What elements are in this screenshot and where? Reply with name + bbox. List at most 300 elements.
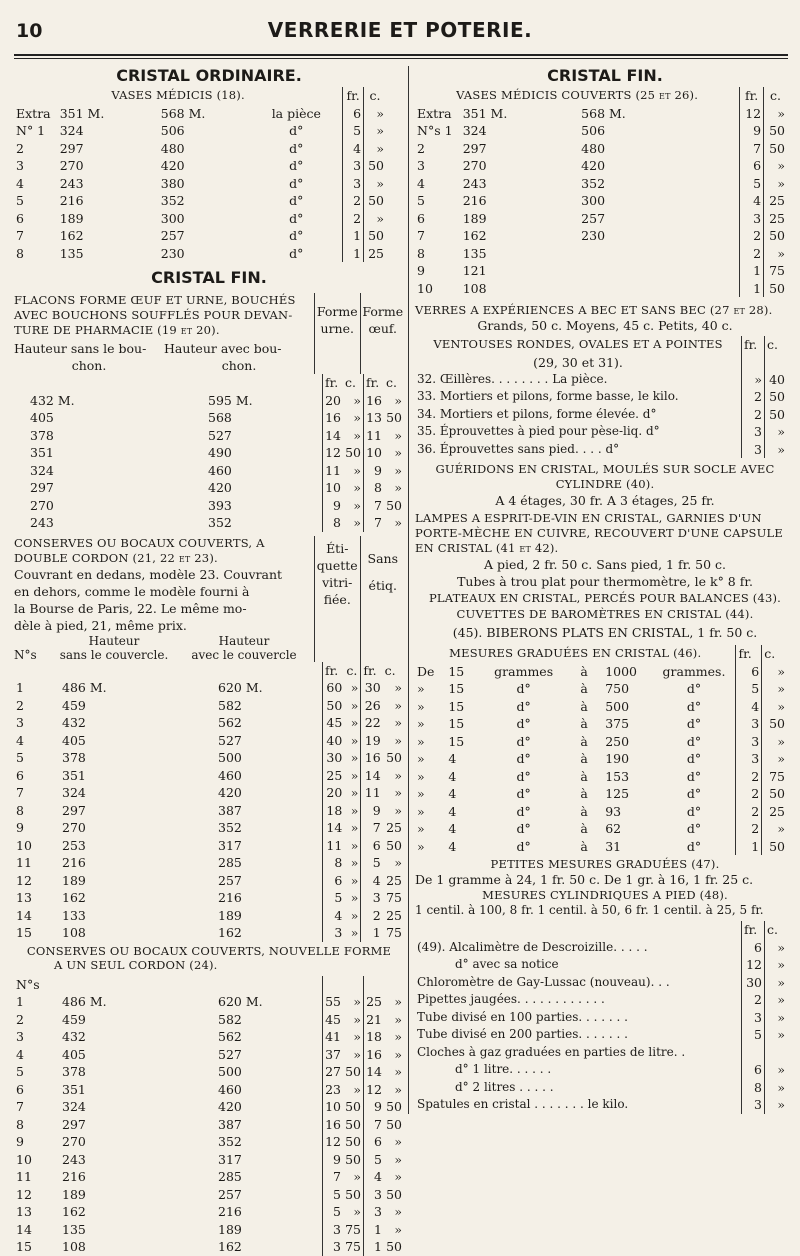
table-row: [415, 175, 787, 193]
table-row: [415, 803, 787, 821]
table-cell: »: [364, 210, 386, 228]
table-cell: d°: [516, 821, 531, 836]
table-cell: 216: [218, 890, 242, 905]
col-header: sans le couvercle.: [59, 647, 169, 662]
table-cell: d°: [686, 733, 702, 749]
table-cell: 6: [740, 157, 764, 175]
table-row: [415, 210, 787, 228]
table-cell: »: [765, 423, 788, 441]
table-row: [14, 872, 404, 890]
table-cell: 11: [361, 784, 383, 802]
table-cell: 30: [361, 679, 383, 697]
section-text-line: Couvrant en dedans, modèle 23. Couvrant: [14, 566, 283, 582]
table-cell: »: [764, 245, 787, 263]
table-cell: 3: [742, 441, 765, 459]
table-row: [14, 1028, 404, 1046]
table-row: [415, 698, 787, 716]
table-cell: »: [742, 371, 765, 389]
table-cell: 189: [218, 1221, 242, 1237]
section-title: VENTOUSES RONDES, OVALES ET A POINTES: [433, 337, 723, 351]
table-cell: 250: [605, 733, 630, 749]
table-cell: »: [353, 427, 361, 443]
table-cell: »: [394, 732, 402, 748]
header-rule: [14, 54, 788, 56]
table-cell: »: [350, 767, 359, 783]
table-cell: 351: [62, 767, 86, 783]
table-cell: 41: [323, 1028, 344, 1046]
section-line: Tubes à trou plat pour thermomètre, le k° 8 fr.: [457, 574, 753, 589]
table-row: [415, 1009, 787, 1027]
table-cell: à: [580, 803, 588, 819]
table-cell: [765, 1044, 788, 1062]
table-cell: 620 M.: [218, 994, 263, 1009]
table-cell: 12: [742, 956, 765, 974]
table-cell: 297: [30, 480, 54, 495]
table-cell: 5: [16, 193, 24, 208]
table-cell: 108: [62, 925, 86, 940]
table-cell: 14: [16, 907, 32, 923]
table-row: [14, 227, 386, 245]
table-cell: 257: [218, 872, 242, 888]
table-cell: »: [394, 1081, 402, 1097]
table-cell: 22: [361, 714, 383, 732]
table-cell: 405: [62, 1046, 86, 1062]
table-cell: 12: [740, 105, 764, 123]
table-cell: d°: [289, 158, 304, 173]
table-cell: 50: [386, 1116, 402, 1132]
table-row: [14, 409, 404, 427]
table-row: [415, 1079, 787, 1097]
table-cell: 20: [323, 392, 344, 410]
section-title: CRISTAL FIN.: [547, 66, 663, 85]
table-cell: 3: [736, 733, 762, 751]
table-row: [14, 924, 404, 942]
table-cell: 2: [736, 803, 762, 821]
table-cell: 2: [736, 820, 762, 838]
table-cell: 500: [218, 1064, 242, 1079]
section-line: A pied, 2 fr. 50 c. Sans pied, 1 fr. 50 c.: [483, 557, 727, 572]
table-cell: 1000: [605, 663, 638, 679]
table-cell: 480: [581, 140, 606, 156]
table-cell: 270: [30, 497, 54, 513]
table-cell: »: [765, 1061, 788, 1079]
table-cell: 352: [218, 1134, 242, 1149]
table-subtitle: VASES MÉDICIS COUVERTS (25 et 26).: [456, 88, 699, 102]
table-cell: 6: [742, 939, 765, 957]
table-cell: »: [394, 785, 402, 800]
table-cell: 3: [343, 175, 364, 193]
table-cell: 19: [361, 732, 383, 750]
table-cell: 75: [386, 925, 402, 940]
table-cell: 297: [59, 140, 84, 156]
section-line: De 1 gramme à 24, 1 fr. 50 c. De 1 gr. à 16, 1 fr. 25 c.: [415, 872, 754, 887]
table-cell: 3: [364, 1186, 385, 1204]
table-cell: d°: [289, 245, 304, 261]
col-header: Hauteur avec bou-: [164, 341, 282, 356]
col-header: chon.: [71, 358, 107, 373]
table-row: [14, 427, 404, 445]
table-cell: »: [417, 733, 425, 749]
mesures-table: [415, 645, 787, 855]
table-cell: »: [364, 122, 386, 140]
table-cell: d° 1 litre. . . . . .: [455, 1062, 552, 1076]
table-cell: 14: [364, 1063, 385, 1081]
table-cell: 378: [62, 1064, 86, 1079]
table-cell: 4: [448, 786, 457, 801]
table-row: [14, 907, 404, 925]
table-row: [415, 939, 787, 957]
table-cell: »: [762, 663, 787, 681]
table-row: [14, 819, 404, 837]
table-cell: 490: [208, 445, 232, 460]
table-cell: 13: [16, 1204, 32, 1219]
table-cell: »: [764, 175, 787, 193]
table-cell: 243: [59, 175, 84, 191]
table-cell: 16: [361, 749, 383, 767]
table-cell: »: [350, 715, 359, 730]
table-cell: 582: [218, 697, 242, 713]
table-cell: 13: [16, 890, 32, 905]
table-cell: 257: [581, 210, 606, 226]
table-cell: 4: [740, 192, 764, 210]
table-cell: d°: [686, 751, 702, 766]
col-header: avec le couvercle: [191, 647, 297, 662]
table-cell: 135: [59, 245, 84, 261]
table-cell: »: [765, 1096, 788, 1114]
table-cell: 15: [448, 698, 465, 714]
table-cell: 75: [764, 262, 787, 280]
section-line: PLATEAUX EN CRISTAL, PERCÉS POUR BALANCES (43).: [428, 591, 782, 605]
table-row: [14, 993, 404, 1011]
table-cell: »: [350, 680, 359, 695]
table-row: [415, 406, 787, 424]
table-cell: »: [394, 392, 402, 408]
table-cell: 32. Œillères. . . . . . . . La pièce.: [417, 371, 608, 386]
table-cell: »: [353, 1046, 361, 1062]
table-cell: 45: [323, 1011, 344, 1029]
table-row: [14, 245, 386, 263]
table-cell: »: [350, 732, 359, 748]
table-cell: 6: [364, 1133, 385, 1151]
table-cell: 3: [417, 158, 425, 173]
section-title: LAMPES A ESPRIT-DE-VIN EN CRISTAL, GARNIES D'UN: [415, 511, 762, 525]
table-cell: 582: [218, 1011, 242, 1027]
table-cell: »: [394, 715, 402, 730]
table-cell: 8: [323, 514, 344, 532]
table-cell: 300: [581, 193, 606, 208]
table-cell: 2: [740, 227, 764, 245]
table-cell: Extra: [16, 105, 51, 121]
table-cell: d°: [686, 803, 702, 819]
table-cell: »: [417, 681, 425, 696]
table-cell: 6: [736, 663, 762, 681]
section-desc-line: A UN SEUL CORDON (24).: [54, 957, 218, 972]
table-cell: 1: [343, 227, 364, 245]
table-cell: 4: [736, 698, 762, 716]
conserves-double-table: [14, 662, 404, 942]
table-cell: 5: [417, 193, 425, 208]
table-cell: 460: [218, 767, 242, 783]
table-cell: 216: [59, 193, 84, 208]
table-cell: 50: [345, 1134, 361, 1149]
table-cell: 2: [16, 697, 24, 713]
table-cell: d°: [686, 786, 702, 801]
table-cell: 8: [16, 1116, 24, 1132]
table-cell: »: [765, 939, 788, 957]
table-cell: d°: [686, 838, 702, 854]
table-cell: 216: [62, 1169, 86, 1184]
col-header-c: c.: [346, 662, 358, 678]
table-cell: 4: [16, 1046, 24, 1062]
col-header-fr: fr.: [742, 921, 765, 939]
table-cell: d°: [686, 681, 702, 696]
table-row: [14, 444, 404, 462]
table-cell: »: [353, 410, 361, 425]
table-cell: 253: [62, 837, 86, 853]
table-cell: 20: [323, 784, 345, 802]
table-cell: »: [417, 786, 425, 801]
table-cell: 9: [16, 820, 24, 835]
table-cell: 189: [462, 210, 487, 226]
vases-medicis-table: [14, 87, 386, 262]
table-row: [14, 697, 404, 715]
table-cell: 5: [323, 1186, 344, 1204]
table-row: [415, 974, 787, 992]
table-cell: d°: [289, 193, 304, 208]
table-cell: Spatules en cristal . . . . . . . le kilo.: [417, 1097, 629, 1111]
table-cell: »: [350, 750, 359, 765]
table-cell: 6: [417, 210, 425, 226]
table-cell: 380: [160, 175, 185, 191]
table-cell: 4: [16, 732, 24, 748]
table-cell: 31: [605, 838, 622, 854]
table-cell: 2: [343, 210, 364, 228]
table-cell: 4: [417, 175, 425, 191]
table-cell: 50: [764, 140, 787, 158]
table-cell: 243: [462, 175, 487, 191]
table-row: [415, 122, 787, 140]
table-cell: 7: [16, 1099, 24, 1114]
table-cell: 14: [323, 427, 344, 445]
col-header-fr: fr.: [364, 374, 385, 392]
table-cell: 352: [218, 820, 242, 835]
table-cell: »: [417, 716, 425, 731]
table-cell: »: [394, 427, 402, 443]
table-row: [14, 1168, 404, 1186]
table-cell: 108: [62, 1239, 86, 1254]
table-cell: 25: [364, 993, 385, 1011]
table-cell: 7: [364, 497, 385, 515]
table-cell: 216: [218, 1204, 242, 1219]
running-title: VERRERIE ET POTERIE.: [267, 18, 533, 42]
table-cell: 37: [323, 1046, 344, 1064]
table-row: [415, 750, 787, 768]
table-cell: d°: [289, 140, 304, 156]
table-cell: 5: [16, 1064, 24, 1079]
section-desc-line: TURE DE PHARMACIE (19 et 20).: [14, 323, 220, 337]
table-row: [14, 105, 386, 123]
table-cell: 6: [343, 105, 364, 123]
table-cell: 257: [160, 228, 185, 243]
table-cell: d°: [289, 210, 304, 226]
table-cell: 387: [218, 802, 242, 818]
col-header-fr: fr.: [740, 87, 764, 105]
table-cell: 50: [386, 750, 402, 765]
table-cell: grammes.: [662, 663, 726, 679]
table-cell: 5: [361, 854, 383, 872]
table-cell: 12: [323, 1133, 344, 1151]
table-cell: 189: [218, 907, 242, 923]
section-title: GUÉRIDONS EN CRISTAL, MOULÉS SUR SOCLE AVEC: [435, 462, 775, 476]
table-cell: 5: [736, 680, 762, 698]
table-cell: 50: [345, 1116, 361, 1132]
table-cell: 25: [386, 907, 402, 923]
table-cell: 486 M.: [62, 680, 107, 695]
col-header-c: c.: [364, 87, 386, 105]
table-cell: 620 M.: [218, 680, 263, 695]
table-cell: 5: [323, 1203, 344, 1221]
table-cell: 230: [160, 245, 185, 261]
table-cell: 405: [62, 732, 86, 748]
table-cell: la pièce: [271, 105, 321, 121]
table-cell: 568 M.: [160, 105, 206, 121]
table-cell: 189: [62, 872, 86, 888]
table-cell: 162: [62, 1204, 86, 1219]
table-cell: 162: [218, 1239, 242, 1254]
col-header-nos: N°s: [14, 647, 37, 662]
table-row: [415, 157, 787, 175]
section-title: CRISTAL FIN.: [151, 268, 267, 287]
table-cell: d°: [516, 786, 531, 801]
section-desc-line: CONSERVES OU BOCAUX COUVERTS, NOUVELLE FORME: [26, 943, 392, 958]
table-cell: 33. Mortiers et pilons, forme basse, le kilo.: [417, 389, 679, 403]
table-cell: »: [364, 105, 386, 123]
col-header-c: c.: [384, 662, 396, 678]
table-cell: 352: [208, 515, 232, 530]
table-cell: »: [764, 157, 787, 175]
table-cell: 7: [740, 140, 764, 158]
table-cell: Tube divisé en 100 parties. . . . . . .: [417, 1009, 628, 1024]
table-cell: 50: [764, 227, 787, 245]
table-cell: »: [353, 1081, 361, 1097]
table-row: [415, 280, 787, 298]
table-cell: 378: [62, 750, 86, 765]
table-cell: Extra: [417, 105, 452, 121]
table-cell: 317: [218, 837, 242, 853]
table-cell: »: [417, 838, 425, 854]
table-row: [14, 210, 386, 228]
table-cell: 153: [605, 768, 630, 784]
table-cell: N° 1: [16, 123, 46, 138]
col-header: chon.: [221, 358, 257, 373]
table-cell: grammes: [494, 663, 554, 679]
table-cell: 5: [364, 1151, 385, 1169]
table-cell: 387: [218, 1116, 242, 1132]
table-cell: 10: [417, 280, 433, 296]
table-cell: 50: [765, 388, 788, 406]
table-cell: 50: [764, 280, 787, 298]
table-cell: 3: [736, 715, 762, 733]
table-cell: 285: [218, 1169, 242, 1184]
table-cell: 527: [218, 1046, 242, 1062]
table-cell: »: [394, 480, 402, 495]
section-sub: (29, 30 et 31).: [533, 354, 623, 370]
col-header: Éti-: [326, 540, 349, 556]
table-cell: »: [394, 462, 402, 478]
table-cell: 50: [762, 785, 787, 803]
table-cell: [579, 245, 740, 263]
table-cell: 7: [364, 514, 385, 532]
table-cell: 9: [364, 462, 385, 480]
table-cell: 9: [364, 1098, 385, 1116]
table-cell: »: [364, 175, 386, 193]
col-header: étiq.: [368, 577, 397, 593]
table-row: [14, 1011, 404, 1029]
table-cell: 595 M.: [208, 392, 253, 408]
table-cell: 568 M.: [581, 105, 626, 121]
table-cell: 189: [62, 1186, 86, 1202]
table-cell: 25: [386, 872, 402, 888]
table-cell: 7: [16, 785, 24, 800]
table-cell: 1: [16, 680, 24, 695]
table-row: [415, 441, 787, 459]
table-cell: »: [765, 1009, 788, 1027]
table-cell: 420: [581, 158, 606, 173]
table-cell: 8: [323, 854, 345, 872]
col-header-fr: fr.: [736, 645, 762, 663]
col-header: Forme: [316, 304, 358, 319]
table-cell: »: [394, 1134, 402, 1149]
table-cell: Tube divisé en 200 parties. . . . . . .: [417, 1027, 628, 1041]
table-cell: 2: [16, 1011, 24, 1027]
table-cell: d°: [289, 175, 304, 191]
table-cell: 108: [462, 280, 487, 296]
table-cell: 23: [323, 1081, 344, 1099]
table-cell: »: [350, 855, 359, 870]
table-cell: d°: [516, 803, 531, 819]
table-cell: 190: [605, 751, 630, 766]
col-header: œuf.: [368, 321, 398, 336]
col-header: Forme: [362, 304, 404, 319]
table-cell: 324: [30, 462, 54, 478]
table-cell: 500: [218, 750, 242, 765]
table-cell: 16: [323, 1116, 344, 1134]
table-cell: 162: [218, 925, 242, 940]
table-cell: 459: [62, 1011, 86, 1027]
table-row: [415, 663, 787, 681]
col-header: quette: [316, 557, 358, 573]
table-row: [14, 854, 404, 872]
table-cell: 7: [417, 228, 425, 243]
table-cell: 14: [16, 1221, 32, 1237]
table-cell: »: [765, 441, 788, 459]
table-cell: 50: [323, 697, 345, 715]
table-cell: 2: [742, 388, 765, 406]
table-cell: »: [364, 140, 386, 158]
table-row: [14, 802, 404, 820]
table-cell: 750: [605, 681, 630, 696]
col-header: Hauteur: [88, 633, 140, 648]
table-cell: d°: [516, 681, 531, 696]
table-cell: 243: [62, 1151, 86, 1167]
col-header: urne.: [320, 321, 354, 336]
table-row: [14, 784, 404, 802]
table-cell: »: [353, 515, 361, 530]
table-cell: 2: [742, 991, 765, 1009]
table-row: [415, 192, 787, 210]
table-cell: 378: [30, 427, 54, 443]
table-cell: 5: [16, 750, 24, 765]
